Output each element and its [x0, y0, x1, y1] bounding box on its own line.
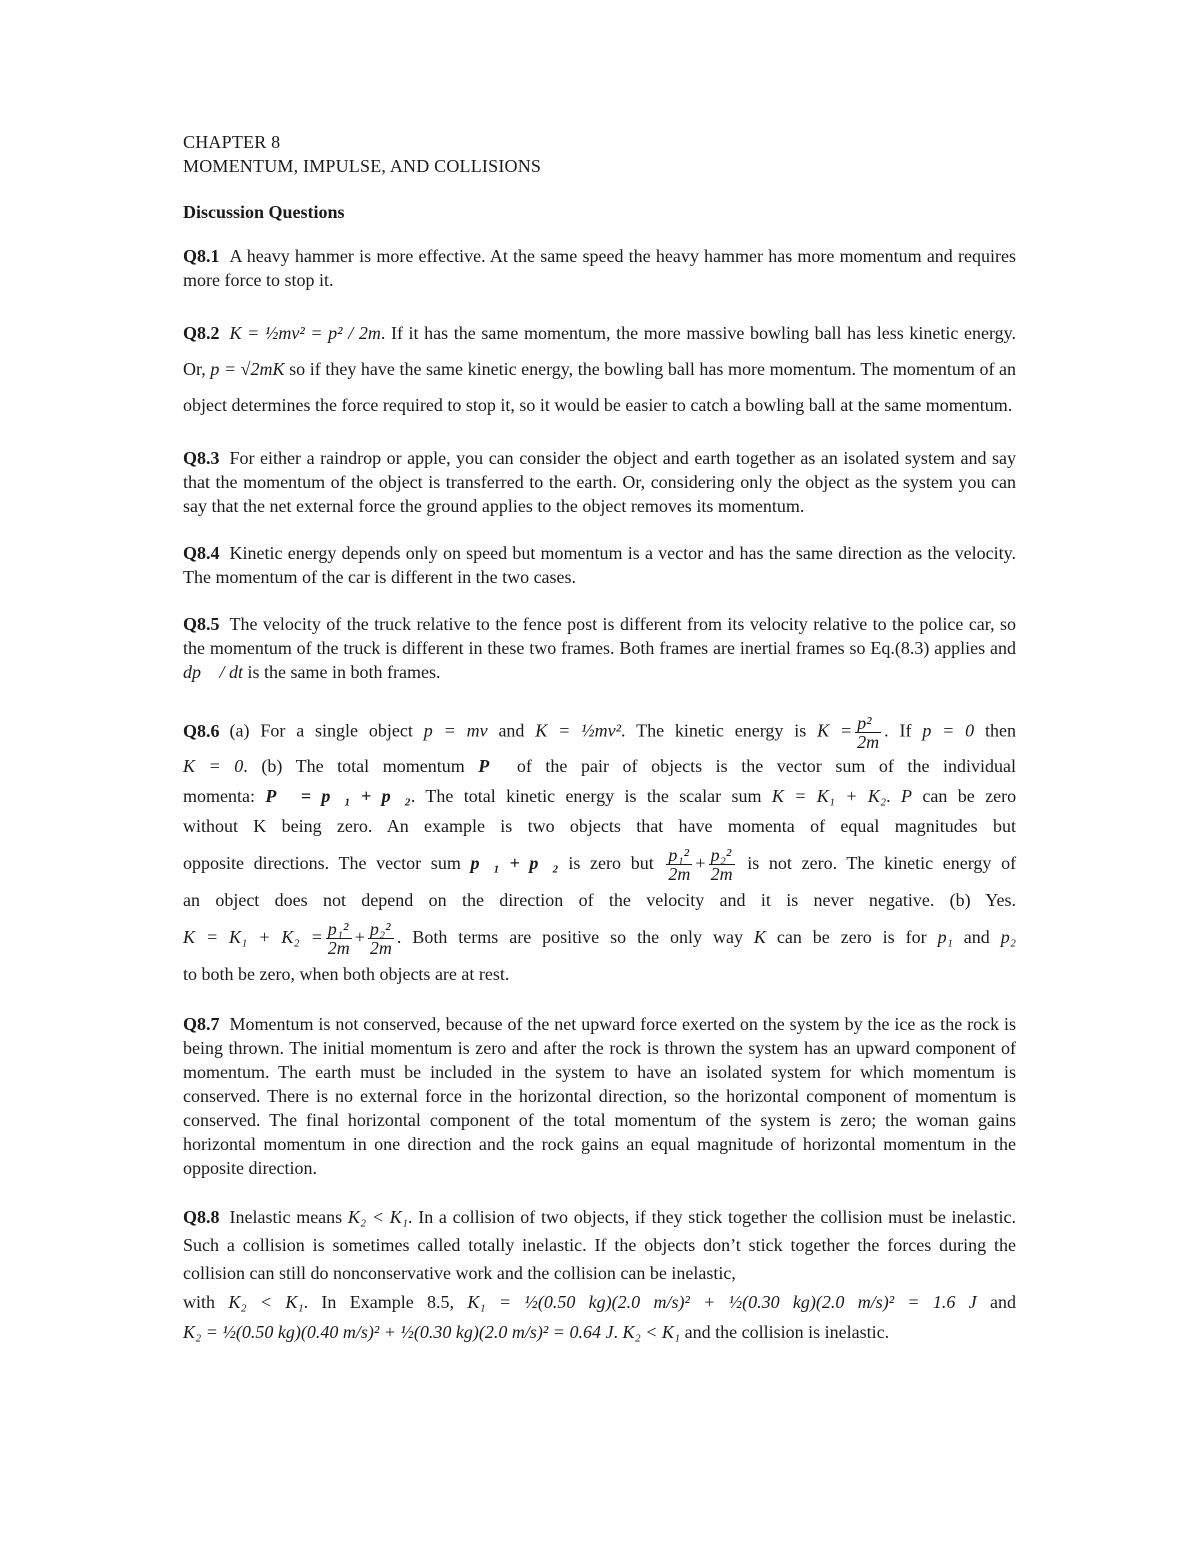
question-text: so if they have the same kinetic energy, the bowling ball has more — [289, 359, 765, 379]
question-text: . Both terms are positive so the only way — [396, 927, 743, 947]
initial-energy-equation: K₁ = ½(0.50 kg)(2.0 m/s)² + ½(0.30 kg)(2.0 m/s)² = 1.6 J — [467, 1292, 977, 1312]
plus-sign: + — [695, 853, 706, 873]
momentum-symbol: p₁ — [937, 927, 953, 947]
question-text: . (b) The total momentum — [243, 756, 465, 776]
question-text: is the same in both frames. — [247, 662, 441, 682]
question-text: . The total kinetic energy is the scalar sum — [410, 786, 762, 806]
q8-line-example — [183, 1287, 1016, 1317]
question-text: For either a raindrop or apple, you can consider the object and earth together as an isolated system and say that the momentum of the object is transferred to the earth. Or, considering only the object as the system you can say that the net external force the ground applies to the object removes its momentum. — [183, 448, 1016, 516]
fraction-denominator: 2m — [369, 938, 392, 959]
plus-sign: + — [354, 927, 365, 947]
question-text: . The kinetic energy is — [621, 720, 807, 741]
kinetic-energy-equation: K = ½mv² = p² / 2m — [229, 323, 381, 343]
question-text: with — [183, 1292, 216, 1312]
fraction-numerator: p₁² — [666, 846, 692, 865]
kinetic-energy-equation: K = ½mv² — [535, 720, 622, 741]
kinetic-energy-equation: K = — [817, 720, 853, 741]
q6-line-8: to both be zero, when both objects are at rest. — [183, 964, 510, 984]
question-label: Q8.4 — [183, 543, 220, 563]
fraction-denominator: 2m — [327, 938, 350, 959]
question-label: Q8.3 — [183, 448, 220, 468]
question-8-1 — [183, 244, 1016, 292]
question-text: . In Example 8.5, — [303, 1292, 455, 1312]
q6-line-6: an object does not depend on the direction of the velocity and it is never negative. (b) Yes. — [183, 890, 1016, 910]
scalar-sum-equation: K = K₁ + K₂ — [771, 786, 887, 806]
question-text: . In a collision of two objects, if they stick together the collision must be inelastic. Such a collision is sometimes called totally inelastic. If the objects don’t stick together the forces during the collision can still do nonconservative work and the collision can be inelastic, — [183, 1207, 1016, 1283]
question-8-8 — [183, 1203, 1016, 1347]
question-text: . — [613, 1322, 618, 1342]
question-8-7 — [183, 1012, 1016, 1180]
question-8-5 — [183, 612, 1016, 684]
document-page — [183, 130, 1016, 1370]
fraction — [666, 846, 692, 883]
q6-line-4: without K being zero. An example is two objects that have momenta of equal magnitudes but — [183, 816, 1016, 836]
fraction — [326, 920, 352, 957]
question-text: and — [989, 1292, 1016, 1312]
fraction — [855, 714, 881, 751]
question-text: A heavy hammer is more effective. At the same speed the heavy hammer has more momentum and requires more force to stop it. — [183, 246, 1016, 290]
fraction-denominator: 2m — [710, 864, 733, 885]
question-text: Kinetic energy depends only on speed but momentum is a vector and has the same direction as the velocity. The momentum of the car is different in the two cases. — [183, 543, 1016, 587]
question-label: Q8.1 — [183, 246, 220, 266]
derivative-expression: dp⃗ / dt — [183, 662, 244, 682]
fraction-denominator: 2m — [668, 864, 691, 885]
question-text: (a) For a single object — [229, 720, 413, 741]
vector-sum: p⃗₁ + p⃗₂ — [470, 853, 559, 873]
question-8-6 — [183, 714, 1016, 989]
question-text: and the collision is inelastic. — [684, 1322, 890, 1342]
inequality: K₂ < K₁ — [622, 1322, 681, 1342]
q6-line-1 — [183, 714, 1016, 751]
question-label: Q8.5 — [183, 614, 220, 634]
question-text: Momentum is not conserved, because of the net upward force exerted on the system by the ice as the rock is being thrown. The initial momentum is zero and after the rock is thrown the system has an upward component of momentum. The earth must be included in the system to have an isolated system for which momentum is conserved. There is no external force in the horizontal direction, so the horizontal component of momentum is conserved. The final horizontal component of the total momentum of the system is zero; the woman gains horizontal momentum in one direction and the rock gains an equal magnitude of horizontal momentum in the opposite direction. — [183, 1014, 1016, 1178]
fraction-numerator: p₂² — [368, 920, 394, 939]
question-text: is not zero. The kinetic energy of — [747, 853, 1017, 873]
question-8-2 — [183, 315, 1016, 423]
q6-line-7 — [183, 915, 1016, 959]
momentum-equation: p = mv — [423, 720, 488, 741]
q6-line-2 — [183, 751, 1016, 781]
question-text: and — [963, 927, 990, 947]
zero-energy: K = 0 — [183, 756, 244, 776]
chapter-title: MOMENTUM, IMPULSE, AND COLLISIONS — [183, 156, 542, 176]
inequality: K₂ < K₁ — [228, 1292, 304, 1312]
chapter-number: CHAPTER 8 — [183, 132, 281, 152]
question-text: of the pair of objects is the vector sum of the individual — [516, 756, 1017, 776]
q6-line-3 — [183, 781, 1016, 811]
question-text: The velocity of the truck relative to the fence post is different from its velocity relative to the police car, so the momentum of the truck is different in these two frames. Both frames are inertial frames so Eq.(8.3) applies and — [183, 614, 1016, 658]
momentum-equation: p = √2mK — [210, 359, 285, 379]
momentum-symbol: p₂ — [1000, 927, 1017, 947]
question-label: Q8.6 — [183, 720, 220, 741]
total-momentum-vector: P⃗ — [478, 756, 504, 776]
question-8-4 — [183, 541, 1016, 589]
question-text: momentum. The momentum of an object determines the force required to stop it, so it would be easier to catch a bowling ball at the same momentum. — [183, 359, 1017, 415]
total-momentum-symbol: P — [901, 786, 913, 806]
question-text: . — [886, 786, 891, 806]
final-energy-equation: K₂ = ½(0.50 kg)(0.40 m/s)² + ½(0.30 kg)(2.0 m/s)² = 0.64 J — [183, 1322, 614, 1342]
fraction — [709, 846, 735, 883]
fraction-denominator: 2m — [857, 732, 880, 752]
fraction — [368, 920, 394, 957]
q6-line-5 — [183, 841, 1016, 885]
inequality: K₂ < K₁ — [347, 1207, 408, 1227]
question-text: can be zero is for — [776, 927, 927, 947]
q8-line-final — [183, 1317, 1016, 1347]
question-text: and — [498, 720, 525, 741]
energy-symbol: K — [753, 927, 766, 947]
question-text: then — [985, 720, 1017, 741]
question-label: Q8.8 — [183, 1207, 220, 1227]
question-8-3 — [183, 446, 1016, 518]
zero-momentum: p = 0 — [922, 720, 975, 741]
fraction-numerator: p₂² — [709, 846, 735, 865]
section-heading: Discussion Questions — [183, 202, 345, 222]
question-label: Q8.7 — [183, 1014, 220, 1034]
question-text: . If — [884, 720, 912, 741]
fraction-numerator: p₁² — [326, 920, 352, 939]
fraction-numerator: p² — [855, 714, 881, 733]
vector-sum-equation: P⃗ = p⃗₁ + p⃗₂ — [265, 786, 411, 806]
question-text: is zero but — [568, 853, 654, 873]
question-text: momenta: — [183, 786, 255, 806]
question-text: can be zero — [922, 786, 1017, 806]
question-text: . If it has the same momentum, the more massive bowling ball has less — [380, 323, 904, 343]
question-text: kinetic energy. Or, — [183, 323, 1017, 379]
kinetic-energy-equation: K = K₁ + K₂ = — [183, 927, 323, 947]
question-label: Q8.2 — [183, 323, 220, 343]
question-text: Inelastic means — [229, 1207, 343, 1227]
question-text: opposite directions. The vector sum — [183, 853, 461, 873]
